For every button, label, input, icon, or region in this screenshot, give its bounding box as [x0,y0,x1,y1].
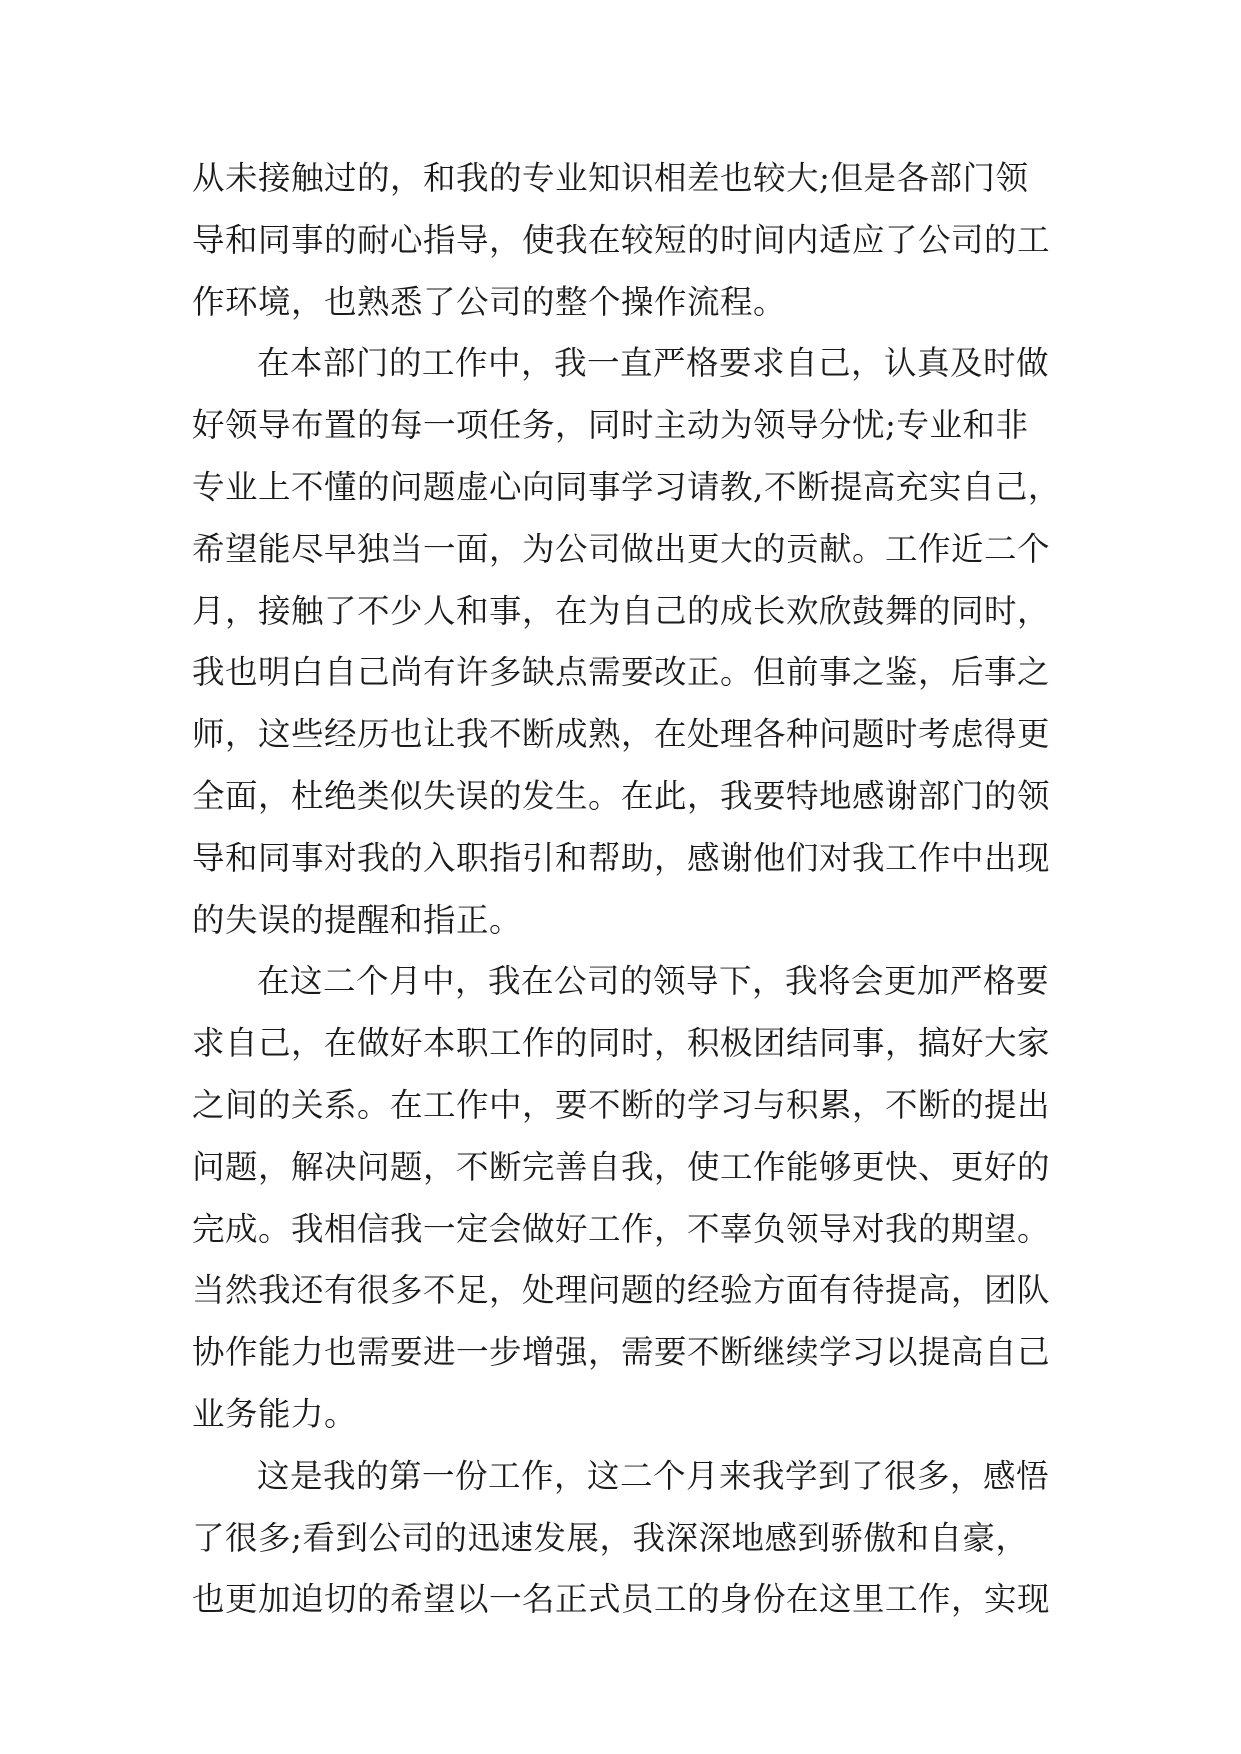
document-body [192,148,1072,1631]
text-line: 完成。我相信我一定会做好工作，不辜负领导对我的期望。 [192,1209,1051,1248]
text-line: 导和同事的耐心指导，使我在较短的时间内适应了公司的工 [192,220,1051,259]
text-line: 专业上不懂的问题虚心向同事学习请教,不断提高充实自己， [192,467,1061,506]
text-line: 的失误的提醒和指正。 [192,900,523,939]
text-line: 月，接触了不少人和事，在为自己的成长欢欣鼓舞的同时， [192,591,1051,630]
text-line: 业务能力。 [192,1394,358,1433]
paragraph-3 [192,951,1072,1445]
text-line: 在本部门的工作中，我一直严格要求自己，认真及时做 [257,344,1050,383]
text-line: 作环境，也熟悉了公司的整个操作流程。 [192,282,787,321]
text-line: 也更加迫切的希望以一名正式员工的身份在这里工作，实现 [192,1580,1051,1619]
text-line: 我也明白自己尚有许多缺点需要改正。但前事之鉴，后事之 [192,653,1051,692]
text-line: 从未接触过的，和我的专业知识相差也较大;但是各部门领 [192,159,1029,197]
text-line: 之间的关系。在工作中，要不断的学习与积累，不断的提出 [192,1085,1051,1124]
text-line: 了很多;看到公司的迅速发展，我深深地感到骄傲和自豪， [192,1518,1029,1557]
paragraph-4 [192,1446,1072,1631]
text-line: 在这二个月中，我在公司的领导下，我将会更加严格要 [257,962,1050,1001]
text-line: 求自己，在做好本职工作的同时，积极团结同事，搞好大家 [192,1024,1051,1063]
text-line: 全面，杜绝类似失误的发生。在此，我要特地感谢部门的领 [192,776,1051,815]
paragraph-2 [192,333,1072,951]
text-line: 导和同事对我的入职指引和帮助，感谢他们对我工作中出现 [192,838,1051,877]
text-line: 当然我还有很多不足，处理问题的经验方面有待提高，团队 [192,1271,1051,1310]
text-line: 希望能尽早独当一面，为公司做出更大的贡献。工作近二个 [192,529,1051,568]
text-line: 协作能力也需要进一步增强，需要不断继续学习以提高自己 [192,1333,1051,1372]
text-line: 这是我的第一份工作，这二个月来我学到了很多，感悟 [257,1456,1050,1495]
text-line: 师，这些经历也让我不断成熟，在处理各种问题时考虑得更 [192,715,1051,754]
text-line: 好领导布置的每一项任务，同时主动为领导分忧;专业和非 [192,406,1029,445]
text-line: 问题，解决问题，不断完善自我，使工作能够更快、更好的 [192,1147,1051,1186]
paragraph-1 [192,148,1072,333]
